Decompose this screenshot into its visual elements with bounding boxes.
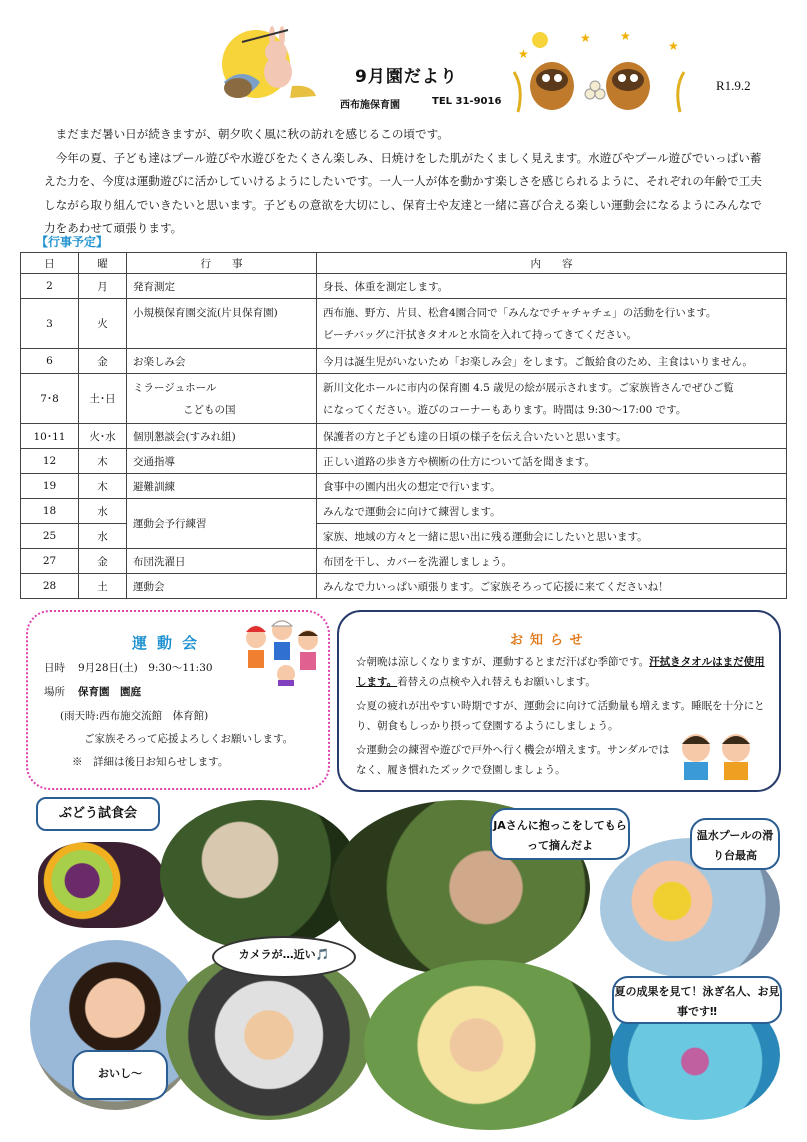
- row-content: 家族、地域の方々と一緒に思い出に残る運動会にしたいと思います。: [317, 524, 787, 549]
- row-dow: 水: [79, 524, 127, 549]
- table-row: [21, 499, 787, 524]
- svg-text:★: ★: [580, 31, 591, 45]
- row-event: 運動会: [127, 574, 317, 599]
- table-row: [21, 374, 787, 424]
- swim-speech-bubble: 夏の成果を見て！泳ぎ名人、お見事です‼: [612, 976, 782, 1024]
- col-header-event: 行 事: [127, 253, 317, 274]
- sports-place-label: 場所: [44, 686, 65, 698]
- row-dow: 土･日: [79, 374, 127, 424]
- row-day: 19: [21, 474, 79, 499]
- col-header-dow: 曜: [79, 253, 127, 274]
- notice-text: 着替えの点検や入れ替えもお願いします。: [397, 676, 596, 688]
- notice-item: ☆夏の疲れが出やすい時期ですが、運動会に向けて活動量も増えます。睡眠を十分にとり、朝食もしっかり摂って登園するようにしましょう。: [356, 700, 765, 732]
- row-content-line: になってください。遊びのコーナーもあります。時間は 9:30～17:00 です。: [323, 403, 687, 416]
- intro-paragraph: まだまだ暑い日が続きますが、朝夕吹く風に秋の訪れを感じるこの頃です。: [55, 127, 449, 141]
- row-dow: 金: [79, 349, 127, 374]
- notice-item: ☆運動会の練習や遊びで戸外へ行く機会が増えます。サンダルではなく、履き慣れたズックで登園しましょう。: [356, 744, 670, 776]
- ja-speech-bubble: JAさんに抱っこをしてもらって摘んだよ: [490, 808, 630, 860]
- sports-details: ※ 詳細は後日お知らせします。: [72, 756, 229, 768]
- row-event-line: ミラージュホール: [133, 381, 217, 394]
- row-content: [317, 374, 787, 424]
- row-content-line: 西布施、野方、片貝、松倉4園合同で「みんなでチャチャチェ」の活動を行います。: [323, 306, 717, 319]
- intro-paragraph: 今年の夏、子ども達はプール遊びや水遊びをたくさん楽しみ、日焼けをした肌がたくましく見えます。水遊びやプール遊びでいっぱい蓄えた力を、今度は運動遊びに活かしていけるようにしたいです。一人一人が体を動かす楽しさを感じられるように、それぞれの年齢で工夫しながら取り組んでいきたいと思います。子どもの意欲を大切にし、保育士や友達と一緒に喜び合える楽しい運動会になるようにみんなで力をあわせて頑張ります。: [44, 150, 762, 235]
- table-row: [21, 574, 787, 599]
- grape-picking-photo: [160, 800, 360, 950]
- sports-day-heading: 運動会: [132, 634, 208, 652]
- row-event: 発育測定: [127, 274, 317, 299]
- row-content: [317, 299, 787, 349]
- sports-rain-note: (雨天時:西布施交流館 体育館): [60, 710, 209, 722]
- row-event: 運動会予行練習: [127, 499, 317, 549]
- schedule-label: 【行事予定】: [36, 235, 109, 249]
- row-day: 3: [21, 299, 79, 349]
- camera-speech-bubble: カメラが…近い🎵: [212, 936, 356, 978]
- row-dow: 木: [79, 474, 127, 499]
- row-day: 2: [21, 274, 79, 299]
- row-content: 食事中の園内出火の想定で行います。: [317, 474, 787, 499]
- sports-place-value: 保育園 園庭: [78, 686, 141, 698]
- table-row: [21, 274, 787, 299]
- row-event: お楽しみ会: [127, 349, 317, 374]
- table-row: [21, 299, 787, 349]
- table-row: [21, 424, 787, 449]
- sports-date-value: 9月28日(土) 9:30～11:30: [78, 662, 213, 674]
- row-content: みんなで力いっぱい頑張ります。ご家族そろって応援に来てくださいね！: [317, 574, 787, 599]
- school-tel: TEL 31-9016: [432, 96, 502, 107]
- pool-speech-bubble: 温水プールの滑り台最高: [690, 818, 780, 870]
- oishi-speech-bubble: おいし～: [72, 1050, 168, 1100]
- grape-tasting-label: ぶどう試食会: [36, 797, 160, 831]
- notice-heading: お知らせ: [510, 633, 590, 648]
- col-header-day: 日: [21, 253, 79, 274]
- raccoon-dogs-illustration: [510, 28, 690, 116]
- row-event: 布団洗濯日: [127, 549, 317, 574]
- row-event-line: こどもの国: [183, 403, 236, 416]
- table-row: [21, 349, 787, 374]
- notice-emphasis: 汗拭きタオルはまだ使用します。: [356, 656, 765, 688]
- row-content: 布団を干し、カバーを洗濯しましょう。: [317, 549, 787, 574]
- row-content: 保護者の方と子ども達の日頃の様子を伝え合いたいと思います。: [317, 424, 787, 449]
- svg-text:★: ★: [518, 47, 529, 61]
- notice-item: [356, 652, 768, 692]
- svg-text:★: ★: [668, 39, 679, 53]
- notice-text: ☆朝晩は涼しくなりますが、運動するとまだ汗ばむ季節です。: [356, 656, 650, 668]
- sports-cheer: ご家族そろって応援よろしくお願いします。: [84, 733, 294, 745]
- page-title: 9月園だより: [355, 67, 458, 87]
- row-day: 27: [21, 549, 79, 574]
- row-event: [127, 374, 317, 424]
- row-content: みんなで運動会に向けて練習します。: [317, 499, 787, 524]
- table-row: [21, 449, 787, 474]
- intro-text: [44, 123, 766, 241]
- row-content-line: ビーチバッグに汗拭きタオルと水筒を入れて持ってきてください。: [323, 328, 637, 341]
- row-day: 7･8: [21, 374, 79, 424]
- row-day: 28: [21, 574, 79, 599]
- row-event: 小規模保育園交流(片貝保育園): [127, 299, 317, 349]
- row-content: 身長、体重を測定します。: [317, 274, 787, 299]
- row-content-line: 新川文化ホールに市内の保育園 4.5 歳児の絵が展示されます。ご家族皆さんでぜひご覧: [323, 381, 734, 394]
- row-dow: 火: [79, 299, 127, 349]
- kids-with-grapes-photo: [364, 960, 614, 1130]
- row-day: 18: [21, 499, 79, 524]
- issue-date: R1.9.2: [716, 78, 751, 93]
- grape-platter-photo: [38, 842, 164, 928]
- row-dow: 月: [79, 274, 127, 299]
- school-name: 西布施保育園: [340, 100, 400, 111]
- row-day: 6: [21, 349, 79, 374]
- two-kids-illustration: [676, 730, 760, 784]
- table-row: [21, 474, 787, 499]
- row-day: 10･11: [21, 424, 79, 449]
- row-day: 12: [21, 449, 79, 474]
- table-row: [21, 549, 787, 574]
- row-dow: 水: [79, 499, 127, 524]
- row-event: 避難訓練: [127, 474, 317, 499]
- row-dow: 木: [79, 449, 127, 474]
- row-dow: 金: [79, 549, 127, 574]
- schedule-table: [20, 252, 787, 599]
- row-dow: 土: [79, 574, 127, 599]
- rabbit-moon-illustration: [212, 26, 322, 104]
- row-day: 25: [21, 524, 79, 549]
- col-header-content: 内 容: [317, 253, 787, 274]
- row-event: 個別懇談会(すみれ組): [127, 424, 317, 449]
- row-content: 正しい道路の歩き方や横断の仕方について話を聞きます。: [317, 449, 787, 474]
- table-header-row: [21, 253, 787, 274]
- row-dow: 火･水: [79, 424, 127, 449]
- svg-text:★: ★: [620, 29, 631, 43]
- row-content: 今月は誕生児がいないため「お楽しみ会」をします。ご飯給食のため、主食はいりません。: [317, 349, 787, 374]
- children-running-illustration: [234, 618, 326, 686]
- sports-date-label: 日時: [44, 662, 65, 674]
- row-event: 交通指導: [127, 449, 317, 474]
